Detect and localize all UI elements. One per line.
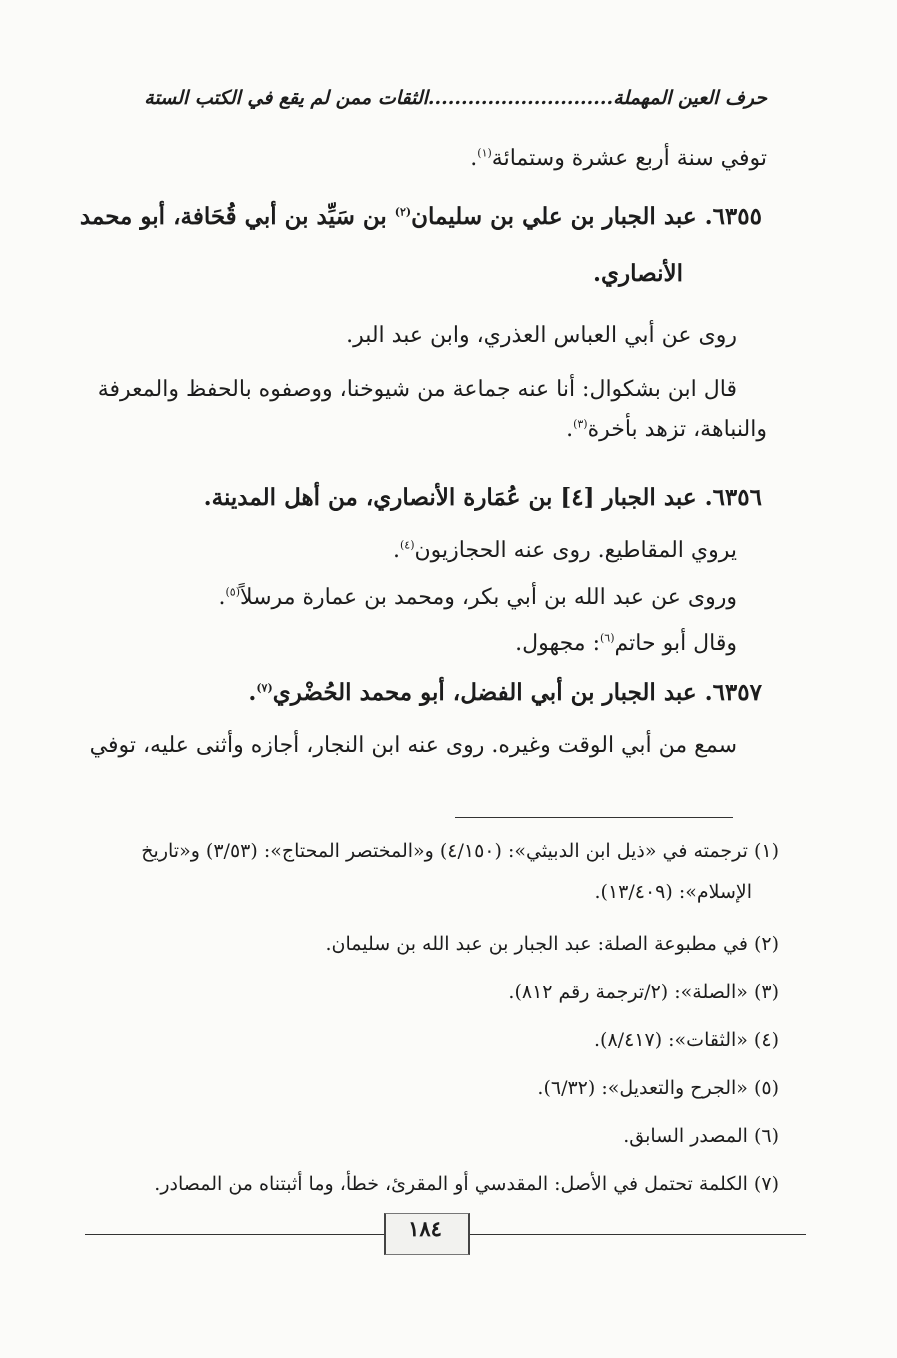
footnote-5: (٥) «الجرح والتعديل»: (٦/٣٢). [537, 1077, 779, 1099]
footnote-ref-2[interactable]: (٢) [394, 205, 412, 219]
header-left-title: الثقات ممن لم يقع في الكتب الستة [144, 87, 428, 109]
body-line-8: يروي المقاطيع. روى عنه الحجازيون$^{(٤)}$. [392, 538, 737, 563]
footnote-1-cont: الإسلام»: (١٣/٤٠٩). [594, 881, 752, 903]
body-line-10: وقال أبو حاتم$^{(٦)}$: مجهول. [515, 631, 737, 656]
footnote-2: (٢) في مطبوعة الصلة: عبد الجبار بن عبد الله بن سليمان. [325, 933, 779, 955]
footnote-6: (٦) المصدر السابق. [623, 1125, 779, 1147]
footnote-7: (٧) الكلمة تحتمل في الأصل: المقدسي أو المقرئ، خطأ، وما أثبتناه من المصادر. [154, 1173, 779, 1195]
footnote-ref-7[interactable]: (٧) [256, 681, 273, 695]
page-number: ١٨٤ [408, 1216, 442, 1241]
footnote-ref-3[interactable]: (٣) [573, 417, 588, 431]
body-line-1: توفي سنة أربع عشرة وستمائة$^{(١)}$. [470, 146, 767, 171]
entry-6356-heading: ٦٣٥٦. عبد الجبار [٤] بن عُمَارة الأنصاري، من أهل المدينة. [203, 484, 762, 511]
header-dots: ............................ [427, 87, 614, 109]
body-line-6: والنباهة، تزهد بأخرة$^{(٣)}$. [566, 417, 767, 442]
header-right-title: حرف العين المهملة [613, 87, 767, 109]
entry-6357-heading: ٦٣٥٧. عبد الجبار بن أبي الفضل، أبو محمد الحُضْري$^{(٧)}$. [248, 679, 762, 706]
entry-6355-heading: ٦٣٥٥. عبد الجبار بن علي بن سليمان$^{(٢)}$ بن سَيِّد بن أبي قُحَافة، أبو محمد [79, 203, 762, 230]
running-header [67, 82, 767, 114]
body-line-9: وروى عن عبد الله بن أبي بكر، ومحمد بن عمارة مرسلاً$^{(٥)}$. [218, 585, 737, 610]
bottom-rule-right [466, 1234, 806, 1235]
body-line-4: روى عن أبي العباس العذري، وابن عبد البر. [346, 323, 737, 348]
footnote-separator [455, 817, 733, 818]
footnote-ref-4[interactable]: (٤) [399, 538, 415, 552]
footnote-ref-5[interactable]: (٥) [225, 585, 240, 599]
footnote-1: (١) ترجمته في «ذيل ابن الدبيثي»: (٤/١٥٠) و«المختصر المحتاج»: (٣/٥٣) و«تاريخ [141, 840, 779, 862]
footnote-4: (٤) «الثقات»: (٨/٤١٧). [594, 1029, 779, 1051]
body-line-12: سمع من أبي الوقت وغيره. روى عنه ابن النجار، أجازه وأثنى عليه، توفي [89, 733, 737, 758]
footnote-ref-1[interactable]: (١) [477, 146, 492, 160]
footnote-ref-6[interactable]: (٦) [600, 631, 615, 645]
footnote-3: (٣) «الصلة»: (٢/ترجمة رقم ٨١٢). [508, 981, 779, 1003]
entry-6355-heading-cont: الأنصاري. [593, 260, 683, 287]
body-line-5: قال ابن بشكوال: أنا عنه جماعة من شيوخنا، ووصفوه بالحفظ والمعرفة [97, 377, 737, 402]
bottom-rule-left [85, 1234, 384, 1235]
